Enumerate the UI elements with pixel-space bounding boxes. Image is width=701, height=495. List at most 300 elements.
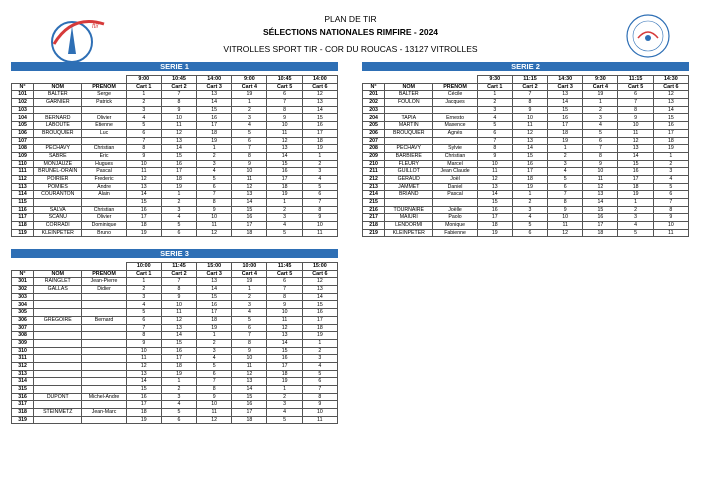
shooter-number: 208: [363, 145, 385, 153]
lane-cell: 10: [653, 222, 688, 230]
col-cart-header: Cart 2: [161, 83, 196, 91]
lane-cell: 11: [302, 416, 337, 424]
lane-cell: 12: [161, 129, 196, 137]
lane-cell: 11: [267, 316, 302, 324]
lane-cell: 11: [232, 362, 267, 370]
shooter-lastname: POMIES: [34, 183, 82, 191]
table-row: [363, 206, 689, 214]
shooter-firstname: Eric: [82, 152, 126, 160]
lane-cell: 5: [267, 416, 302, 424]
lane-cell: 18: [548, 129, 583, 137]
table-row: [363, 175, 689, 183]
lane-cell: 17: [583, 222, 618, 230]
lane-cell: 9: [302, 214, 337, 222]
shooter-firstname: Serge: [82, 91, 126, 99]
lane-cell: 2: [583, 106, 618, 114]
lane-cell: 16: [197, 114, 232, 122]
lane-cell: 17: [512, 168, 547, 176]
table-row: [363, 222, 689, 230]
shooter-lastname: [34, 355, 82, 363]
shooter-number: 316: [12, 393, 34, 401]
lane-cell: 15: [126, 386, 161, 394]
lane-cell: 9: [232, 347, 267, 355]
shooter-firstname: Pascal: [82, 168, 126, 176]
col-cart-header: Cart 6: [302, 83, 337, 91]
lane-cell: 14: [161, 332, 196, 340]
lane-cell: 14: [267, 152, 302, 160]
shooter-number: 306: [12, 316, 34, 324]
shooter-number: 317: [12, 401, 34, 409]
lane-cell: 7: [548, 191, 583, 199]
col-prenom-header: PRENOM: [433, 83, 477, 91]
shooter-firstname: Jean Claude: [433, 168, 477, 176]
lane-cell: 10: [197, 401, 232, 409]
lane-cell: 1: [267, 199, 302, 207]
table-row: [12, 191, 338, 199]
lane-cell: 14: [232, 199, 267, 207]
lane-cell: 9: [477, 152, 512, 160]
table-row: [12, 91, 338, 99]
lane-cell: 5: [267, 229, 302, 237]
table-row: [363, 152, 689, 160]
lane-cell: 11: [302, 229, 337, 237]
lane-cell: 10: [583, 168, 618, 176]
shooter-firstname: Luc: [82, 129, 126, 137]
shooter-number: 105: [12, 122, 34, 130]
lane-cell: 7: [197, 191, 232, 199]
lane-cell: 6: [197, 370, 232, 378]
shooter-lastname: PECHAVY: [385, 145, 433, 153]
lane-cell: 4: [161, 214, 196, 222]
lane-cell: 1: [548, 145, 583, 153]
shooter-firstname: [82, 401, 126, 409]
shooter-number: 101: [12, 91, 34, 99]
lane-cell: 2: [653, 160, 688, 168]
lane-cell: 19: [267, 378, 302, 386]
lane-cell: 18: [197, 129, 232, 137]
lane-cell: 10: [161, 114, 196, 122]
shooter-number: 309: [12, 339, 34, 347]
lane-cell: 19: [126, 416, 161, 424]
session-time: 10:00: [232, 263, 267, 271]
lane-cell: 1: [126, 278, 161, 286]
shooter-lastname: GARNIER: [34, 99, 82, 107]
lane-cell: 7: [232, 145, 267, 153]
shooter-lastname: PECHAVY: [34, 145, 82, 153]
shooter-number: 315: [12, 386, 34, 394]
table-row: [12, 137, 338, 145]
shooter-lastname: [34, 309, 82, 317]
lane-cell: 6: [232, 324, 267, 332]
lane-cell: 2: [232, 293, 267, 301]
lane-cell: 5: [512, 222, 547, 230]
lane-cell: 11: [583, 175, 618, 183]
lane-cell: 6: [302, 191, 337, 199]
serie-1-block: [11, 62, 338, 237]
lane-cell: 16: [161, 160, 196, 168]
table-row: [12, 106, 338, 114]
shooter-lastname: SALVA: [34, 206, 82, 214]
table-row: [12, 332, 338, 340]
svg-text:ftir: ftir: [92, 24, 99, 30]
serie-3-block: [11, 249, 338, 424]
col-num-header: N°: [12, 270, 34, 278]
col-cart-header: Cart 6: [653, 83, 688, 91]
lane-cell: 5: [161, 409, 196, 417]
shooter-number: 207: [363, 137, 385, 145]
lane-cell: 18: [653, 137, 688, 145]
shooter-firstname: Joël: [433, 175, 477, 183]
lane-cell: 16: [583, 214, 618, 222]
lane-cell: 6: [302, 378, 337, 386]
lane-cell: 7: [477, 137, 512, 145]
lane-cell: 15: [548, 106, 583, 114]
lane-cell: 12: [548, 229, 583, 237]
col-cart-header: Cart 4: [232, 83, 267, 91]
lane-cell: 13: [267, 145, 302, 153]
lane-cell: 16: [618, 168, 653, 176]
shooter-lastname: [34, 324, 82, 332]
lane-cell: 19: [126, 229, 161, 237]
shooter-lastname: [34, 378, 82, 386]
lane-cell: 19: [161, 183, 196, 191]
lane-cell: 4: [583, 122, 618, 130]
lane-cell: 2: [232, 106, 267, 114]
lane-cell: 10: [302, 409, 337, 417]
lane-cell: 12: [232, 183, 267, 191]
lane-cell: 15: [583, 206, 618, 214]
serie-banner: SERIE 3: [11, 249, 338, 258]
shooter-number: 104: [12, 114, 34, 122]
lane-cell: 8: [161, 286, 196, 294]
table-row: [12, 347, 338, 355]
shooter-number: 119: [12, 229, 34, 237]
lane-cell: 7: [197, 378, 232, 386]
lane-cell: 17: [126, 401, 161, 409]
lane-cell: 9: [197, 393, 232, 401]
lane-cell: 14: [197, 286, 232, 294]
lane-cell: 10: [302, 222, 337, 230]
lane-cell: 1: [161, 191, 196, 199]
lane-cell: 2: [161, 386, 196, 394]
col-num-header: N°: [363, 83, 385, 91]
shooter-firstname: [82, 416, 126, 424]
lane-cell: 15: [302, 114, 337, 122]
shooter-lastname: [385, 199, 433, 207]
lane-cell: 5: [302, 370, 337, 378]
shooter-number: 112: [12, 175, 34, 183]
shooter-number: 203: [363, 106, 385, 114]
event-title: SÉLECTIONS NATIONALES RIMFIRE - 2024: [262, 27, 439, 37]
table-row: [363, 114, 689, 122]
shooter-number: 307: [12, 324, 34, 332]
lane-cell: 17: [653, 129, 688, 137]
shooter-number: 310: [12, 347, 34, 355]
lane-cell: 13: [232, 191, 267, 199]
lane-cell: 11: [653, 229, 688, 237]
lane-cell: 18: [302, 324, 337, 332]
lane-cell: 11: [197, 222, 232, 230]
shooter-firstname: [433, 199, 477, 207]
lane-cell: 5: [548, 175, 583, 183]
lane-cell: 1: [302, 152, 337, 160]
table-row: [12, 362, 338, 370]
lane-cell: 6: [548, 183, 583, 191]
lane-cell: 19: [653, 145, 688, 153]
lane-cell: 8: [232, 339, 267, 347]
lane-cell: 3: [161, 393, 196, 401]
table-row: [12, 168, 338, 176]
lane-cell: 8: [161, 99, 196, 107]
shooter-lastname: BARBIERE: [385, 152, 433, 160]
shooting-plan-table: [11, 262, 338, 424]
shooter-number: 205: [363, 122, 385, 130]
table-row: [12, 393, 338, 401]
lane-cell: 19: [512, 183, 547, 191]
shooter-firstname: Pascal: [433, 191, 477, 199]
shooter-number: 106: [12, 129, 34, 137]
lane-cell: 17: [232, 222, 267, 230]
shooter-number: 204: [363, 114, 385, 122]
session-time: 15:00: [197, 263, 232, 271]
col-cart-header: Cart 1: [126, 270, 161, 278]
lane-cell: 9: [232, 160, 267, 168]
lane-cell: 13: [161, 137, 196, 145]
shooter-lastname: FOULON: [385, 99, 433, 107]
shooter-lastname: SABRE: [34, 152, 82, 160]
lane-cell: 7: [583, 145, 618, 153]
shooter-number: 213: [363, 183, 385, 191]
lane-cell: 2: [302, 347, 337, 355]
shooter-lastname: BALTER: [385, 91, 433, 99]
lane-cell: 13: [618, 145, 653, 153]
table-row: [363, 183, 689, 191]
lane-cell: 7: [126, 324, 161, 332]
table-row: [12, 129, 338, 137]
shooter-number: 215: [363, 199, 385, 207]
lane-cell: 9: [548, 206, 583, 214]
shooter-number: 115: [12, 199, 34, 207]
table-row: [12, 401, 338, 409]
lane-cell: 18: [161, 175, 196, 183]
lane-cell: 6: [267, 278, 302, 286]
session-time: 9:00: [232, 76, 267, 84]
lane-cell: 5: [583, 129, 618, 137]
lane-cell: 2: [197, 339, 232, 347]
lane-cell: 3: [126, 293, 161, 301]
shooter-firstname: [82, 378, 126, 386]
lane-cell: 1: [477, 91, 512, 99]
shooter-lastname: GUILLOT: [385, 168, 433, 176]
shooter-lastname: KLEINPETER: [385, 229, 433, 237]
shooter-lastname: MAIURI: [385, 214, 433, 222]
lane-cell: 3: [618, 214, 653, 222]
lane-cell: 18: [302, 137, 337, 145]
lane-cell: 8: [583, 152, 618, 160]
lane-cell: 3: [302, 168, 337, 176]
serie-banner: SERIE 1: [11, 62, 338, 71]
lane-cell: 6: [618, 91, 653, 99]
shooter-lastname: [385, 106, 433, 114]
shooter-lastname: [34, 293, 82, 301]
col-nom-header: NOM: [34, 83, 82, 91]
lane-cell: 14: [267, 339, 302, 347]
table-row: [12, 214, 338, 222]
table-row: [363, 168, 689, 176]
lane-cell: 8: [512, 99, 547, 107]
lane-cell: 11: [161, 122, 196, 130]
shooter-lastname: [34, 106, 82, 114]
shooter-firstname: [82, 309, 126, 317]
col-cart-header: Cart 3: [548, 83, 583, 91]
lane-cell: 9: [161, 293, 196, 301]
lane-cell: 5: [302, 183, 337, 191]
table-row: [12, 416, 338, 424]
shooter-lastname: STEINMETZ: [34, 409, 82, 417]
lane-cell: 1: [126, 91, 161, 99]
table-row: [12, 229, 338, 237]
shooter-firstname: [82, 386, 126, 394]
lane-cell: 16: [126, 206, 161, 214]
lane-cell: 19: [618, 191, 653, 199]
session-time: 11:15: [618, 76, 653, 84]
shooting-plan-table: [11, 75, 338, 237]
lane-cell: 8: [653, 206, 688, 214]
lane-cell: 6: [267, 91, 302, 99]
lane-cell: 15: [267, 347, 302, 355]
shooter-firstname: Didier: [82, 286, 126, 294]
table-row: [363, 199, 689, 207]
lane-cell: 5: [126, 309, 161, 317]
lane-cell: 13: [653, 99, 688, 107]
session-time: 9:30: [583, 76, 618, 84]
shooter-number: 216: [363, 206, 385, 214]
shooter-lastname: POIRIER: [34, 175, 82, 183]
lane-cell: 18: [267, 183, 302, 191]
table-row: [12, 183, 338, 191]
shooter-firstname: Christian: [433, 152, 477, 160]
lane-cell: 3: [653, 168, 688, 176]
lane-cell: 16: [548, 114, 583, 122]
lane-cell: 15: [197, 293, 232, 301]
lane-cell: 13: [548, 91, 583, 99]
lane-cell: 3: [512, 206, 547, 214]
shooter-number: 107: [12, 137, 34, 145]
lane-cell: 12: [653, 91, 688, 99]
lane-cell: 4: [126, 301, 161, 309]
lane-cell: 1: [512, 191, 547, 199]
session-time: 15:00: [302, 263, 337, 271]
shooter-firstname: [82, 332, 126, 340]
session-time: 11:45: [267, 263, 302, 271]
shooter-number: 303: [12, 293, 34, 301]
lane-cell: 11: [126, 168, 161, 176]
lane-cell: 16: [302, 122, 337, 130]
shooter-number: 308: [12, 332, 34, 340]
shooter-firstname: Cécile: [433, 91, 477, 99]
lane-cell: 3: [267, 214, 302, 222]
lane-cell: 5: [618, 229, 653, 237]
shooter-lastname: BRUNEL-ORAIN: [34, 168, 82, 176]
shooter-firstname: Christian: [82, 206, 126, 214]
lane-cell: 16: [267, 355, 302, 363]
lane-cell: 8: [197, 386, 232, 394]
shooter-lastname: MONJAUZE: [34, 160, 82, 168]
lane-cell: 17: [197, 309, 232, 317]
lane-cell: 15: [512, 152, 547, 160]
lane-cell: 18: [583, 229, 618, 237]
col-prenom-header: PRENOM: [82, 83, 126, 91]
lane-cell: 6: [161, 229, 196, 237]
lane-cell: 16: [126, 393, 161, 401]
col-cart-header: Cart 3: [197, 83, 232, 91]
lane-cell: 10: [618, 122, 653, 130]
shooter-lastname: [34, 339, 82, 347]
table-row: [363, 145, 689, 153]
col-cart-header: Cart 1: [477, 83, 512, 91]
shooter-firstname: Jean-Marc: [82, 409, 126, 417]
lane-cell: 18: [477, 222, 512, 230]
shooter-firstname: [82, 347, 126, 355]
lane-cell: 4: [548, 168, 583, 176]
lane-cell: 17: [197, 122, 232, 130]
shooter-number: 206: [363, 129, 385, 137]
lane-cell: 8: [197, 199, 232, 207]
lane-cell: 13: [161, 324, 196, 332]
shooter-number: 314: [12, 378, 34, 386]
plan-title: PLAN DE TIR: [324, 14, 377, 24]
lane-cell: 4: [267, 222, 302, 230]
lane-cell: 3: [548, 160, 583, 168]
lane-cell: 10: [267, 122, 302, 130]
shooter-number: 318: [12, 409, 34, 417]
lane-cell: 12: [267, 137, 302, 145]
lane-cell: 1: [232, 286, 267, 294]
shooter-number: 116: [12, 206, 34, 214]
lane-cell: 1: [161, 378, 196, 386]
lane-cell: 13: [302, 99, 337, 107]
lane-cell: 18: [267, 370, 302, 378]
lane-cell: 12: [126, 175, 161, 183]
shooter-lastname: [34, 362, 82, 370]
lane-cell: 3: [477, 106, 512, 114]
lane-cell: 9: [161, 106, 196, 114]
lane-cell: 8: [126, 332, 161, 340]
table-row: [12, 409, 338, 417]
lane-cell: 14: [583, 199, 618, 207]
lane-cell: 10: [232, 168, 267, 176]
shooter-number: 305: [12, 309, 34, 317]
lane-cell: 2: [548, 152, 583, 160]
shooter-lastname: SCANU: [34, 214, 82, 222]
shooter-number: 201: [363, 91, 385, 99]
session-time: 14:30: [548, 76, 583, 84]
lane-cell: 12: [161, 316, 196, 324]
lane-cell: 4: [232, 122, 267, 130]
lane-cell: 3: [197, 160, 232, 168]
shooter-firstname: Alain: [82, 191, 126, 199]
shooter-firstname: [82, 137, 126, 145]
lane-cell: 15: [302, 301, 337, 309]
lane-cell: 9: [618, 114, 653, 122]
shooter-number: 304: [12, 301, 34, 309]
shooter-lastname: BRIAND: [385, 191, 433, 199]
lane-cell: 7: [512, 91, 547, 99]
lane-cell: 2: [267, 206, 302, 214]
lane-cell: 4: [197, 355, 232, 363]
lane-cell: 10: [126, 160, 161, 168]
lane-cell: 17: [267, 362, 302, 370]
